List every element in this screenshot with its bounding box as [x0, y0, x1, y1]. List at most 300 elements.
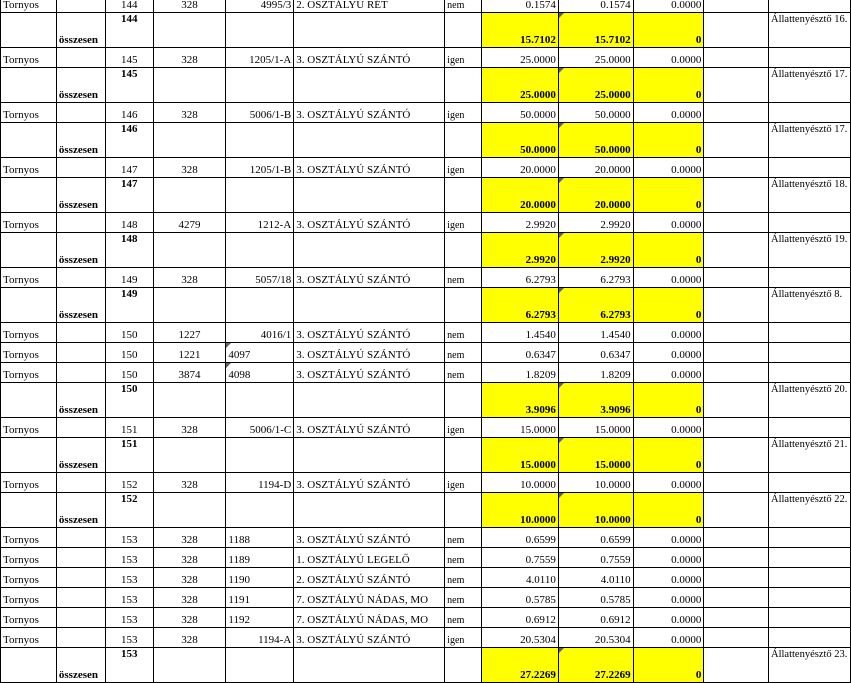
difference-cell[interactable]	[633, 608, 704, 628]
empty-cell[interactable]	[1, 493, 57, 528]
difference-cell[interactable]	[633, 363, 704, 383]
land-class-cell[interactable]	[294, 213, 445, 233]
total-area-cell-2[interactable]	[558, 68, 633, 103]
lot-number-cell[interactable]	[226, 103, 294, 123]
empty-cell[interactable]	[56, 588, 105, 608]
note-cell[interactable]	[769, 473, 851, 493]
flag-cell[interactable]	[445, 548, 482, 568]
area-cell[interactable]	[482, 568, 559, 588]
area-cell[interactable]	[482, 363, 559, 383]
note-cell[interactable]	[769, 568, 851, 588]
difference-cell[interactable]	[633, 528, 704, 548]
parcel-number-cell[interactable]	[105, 528, 153, 548]
empty-cell[interactable]	[704, 473, 769, 493]
area-cell[interactable]	[482, 608, 559, 628]
code-cell[interactable]	[153, 528, 226, 548]
breeder-note-cell[interactable]	[769, 648, 851, 683]
empty-cell[interactable]	[704, 288, 769, 323]
parcel-number-cell[interactable]	[105, 158, 153, 178]
empty-cell[interactable]	[226, 288, 294, 323]
difference-cell[interactable]	[633, 323, 704, 343]
flag-cell[interactable]	[445, 528, 482, 548]
breeder-note-cell[interactable]	[769, 493, 851, 528]
empty-cell[interactable]	[704, 363, 769, 383]
total-parcel-cell[interactable]	[105, 233, 153, 268]
code-cell[interactable]	[153, 473, 226, 493]
flag-cell[interactable]	[445, 0, 482, 13]
total-parcel-cell[interactable]	[105, 648, 153, 683]
total-parcel-cell[interactable]	[105, 288, 153, 323]
settlement-cell[interactable]	[1, 103, 57, 123]
parcel-number-cell[interactable]	[105, 213, 153, 233]
land-class-cell[interactable]	[294, 588, 445, 608]
total-area-cell[interactable]	[482, 648, 559, 683]
land-class-cell[interactable]	[294, 363, 445, 383]
flag-cell[interactable]	[445, 158, 482, 178]
empty-cell[interactable]	[294, 178, 445, 213]
breeder-note-cell[interactable]	[769, 68, 851, 103]
total-area-cell[interactable]	[482, 123, 559, 158]
total-parcel-cell[interactable]	[105, 178, 153, 213]
settlement-cell[interactable]	[1, 528, 57, 548]
empty-cell[interactable]	[1, 123, 57, 158]
total-difference-cell[interactable]	[633, 288, 704, 323]
empty-cell[interactable]	[445, 383, 482, 418]
empty-cell[interactable]	[704, 608, 769, 628]
parcel-number-cell[interactable]	[105, 323, 153, 343]
total-area-cell[interactable]	[482, 383, 559, 418]
total-difference-cell[interactable]	[633, 68, 704, 103]
difference-cell[interactable]	[633, 418, 704, 438]
land-class-cell[interactable]	[294, 628, 445, 648]
area-cell[interactable]	[482, 213, 559, 233]
land-class-cell[interactable]	[294, 568, 445, 588]
difference-cell[interactable]	[633, 268, 704, 288]
land-class-cell[interactable]	[294, 323, 445, 343]
empty-cell[interactable]	[704, 588, 769, 608]
total-parcel-cell[interactable]	[105, 68, 153, 103]
empty-cell[interactable]	[56, 268, 105, 288]
empty-cell[interactable]	[704, 233, 769, 268]
code-cell[interactable]	[153, 103, 226, 123]
note-cell[interactable]	[769, 363, 851, 383]
total-label-cell[interactable]	[56, 648, 105, 683]
settlement-cell[interactable]	[1, 588, 57, 608]
note-cell[interactable]	[769, 628, 851, 648]
parcel-number-cell[interactable]	[105, 473, 153, 493]
code-cell[interactable]	[153, 213, 226, 233]
parcel-number-cell[interactable]	[105, 628, 153, 648]
empty-cell[interactable]	[1, 233, 57, 268]
lot-number-cell[interactable]	[226, 363, 294, 383]
settlement-cell[interactable]	[1, 568, 57, 588]
settlement-cell[interactable]	[1, 0, 57, 13]
parcel-number-cell[interactable]	[105, 548, 153, 568]
empty-cell[interactable]	[56, 48, 105, 68]
empty-cell[interactable]	[704, 178, 769, 213]
empty-cell[interactable]	[704, 528, 769, 548]
lot-number-cell[interactable]	[226, 268, 294, 288]
parcel-number-cell[interactable]	[105, 103, 153, 123]
total-label-cell[interactable]	[56, 493, 105, 528]
flag-cell[interactable]	[445, 323, 482, 343]
land-class-cell[interactable]	[294, 343, 445, 363]
empty-cell[interactable]	[294, 233, 445, 268]
empty-cell[interactable]	[704, 343, 769, 363]
empty-cell[interactable]	[1, 288, 57, 323]
settlement-cell[interactable]	[1, 363, 57, 383]
difference-cell[interactable]	[633, 588, 704, 608]
settlement-cell[interactable]	[1, 418, 57, 438]
empty-cell[interactable]	[445, 123, 482, 158]
total-difference-cell[interactable]	[633, 178, 704, 213]
breeder-note-cell[interactable]	[769, 438, 851, 473]
area-cell[interactable]	[482, 103, 559, 123]
empty-cell[interactable]	[445, 68, 482, 103]
difference-cell[interactable]	[633, 343, 704, 363]
total-area-cell-2[interactable]	[558, 383, 633, 418]
note-cell[interactable]	[769, 48, 851, 68]
note-cell[interactable]	[769, 608, 851, 628]
flag-cell[interactable]	[445, 628, 482, 648]
empty-cell[interactable]	[1, 438, 57, 473]
area-cell-2[interactable]	[558, 528, 633, 548]
empty-cell[interactable]	[704, 493, 769, 528]
empty-cell[interactable]	[445, 178, 482, 213]
area-cell[interactable]	[482, 548, 559, 568]
difference-cell[interactable]	[633, 213, 704, 233]
lot-number-cell[interactable]	[226, 473, 294, 493]
area-cell-2[interactable]	[558, 568, 633, 588]
total-difference-cell[interactable]	[633, 123, 704, 158]
settlement-cell[interactable]	[1, 158, 57, 178]
area-cell-2[interactable]	[558, 608, 633, 628]
empty-cell[interactable]	[704, 123, 769, 158]
breeder-note-cell[interactable]	[769, 233, 851, 268]
empty-cell[interactable]	[153, 493, 226, 528]
land-class-cell[interactable]	[294, 608, 445, 628]
total-area-cell[interactable]	[482, 288, 559, 323]
code-cell[interactable]	[153, 158, 226, 178]
code-cell[interactable]	[153, 48, 226, 68]
area-cell-2[interactable]	[558, 343, 633, 363]
lot-number-cell[interactable]	[226, 608, 294, 628]
empty-cell[interactable]	[294, 438, 445, 473]
empty-cell[interactable]	[445, 438, 482, 473]
total-area-cell[interactable]	[482, 68, 559, 103]
breeder-note-cell[interactable]	[769, 13, 851, 48]
empty-cell[interactable]	[445, 288, 482, 323]
code-cell[interactable]	[153, 548, 226, 568]
land-class-cell[interactable]	[294, 268, 445, 288]
note-cell[interactable]	[769, 418, 851, 438]
area-cell[interactable]	[482, 0, 559, 13]
total-difference-cell[interactable]	[633, 648, 704, 683]
empty-cell[interactable]	[56, 528, 105, 548]
area-cell-2[interactable]	[558, 628, 633, 648]
empty-cell[interactable]	[445, 648, 482, 683]
empty-cell[interactable]	[294, 123, 445, 158]
total-parcel-cell[interactable]	[105, 123, 153, 158]
area-cell-2[interactable]	[558, 48, 633, 68]
parcel-number-cell[interactable]	[105, 0, 153, 13]
empty-cell[interactable]	[294, 648, 445, 683]
empty-cell[interactable]	[294, 493, 445, 528]
lot-number-cell[interactable]	[226, 0, 294, 13]
empty-cell[interactable]	[704, 0, 769, 13]
parcel-number-cell[interactable]	[105, 268, 153, 288]
empty-cell[interactable]	[704, 438, 769, 473]
difference-cell[interactable]	[633, 158, 704, 178]
settlement-cell[interactable]	[1, 213, 57, 233]
empty-cell[interactable]	[56, 343, 105, 363]
total-area-cell-2[interactable]	[558, 178, 633, 213]
empty-cell[interactable]	[294, 383, 445, 418]
flag-cell[interactable]	[445, 608, 482, 628]
total-label-cell[interactable]	[56, 68, 105, 103]
empty-cell[interactable]	[153, 438, 226, 473]
empty-cell[interactable]	[1, 383, 57, 418]
empty-cell[interactable]	[226, 68, 294, 103]
lot-number-cell[interactable]	[226, 548, 294, 568]
land-class-cell[interactable]	[294, 548, 445, 568]
area-cell-2[interactable]	[558, 548, 633, 568]
area-cell[interactable]	[482, 628, 559, 648]
empty-cell[interactable]	[56, 568, 105, 588]
empty-cell[interactable]	[153, 13, 226, 48]
empty-cell[interactable]	[294, 13, 445, 48]
land-class-cell[interactable]	[294, 528, 445, 548]
empty-cell[interactable]	[226, 493, 294, 528]
empty-cell[interactable]	[704, 648, 769, 683]
note-cell[interactable]	[769, 213, 851, 233]
total-label-cell[interactable]	[56, 178, 105, 213]
lot-number-cell[interactable]	[226, 323, 294, 343]
lot-number-cell[interactable]	[226, 628, 294, 648]
total-difference-cell[interactable]	[633, 493, 704, 528]
empty-cell[interactable]	[226, 383, 294, 418]
empty-cell[interactable]	[56, 628, 105, 648]
total-area-cell[interactable]	[482, 178, 559, 213]
land-class-cell[interactable]	[294, 158, 445, 178]
empty-cell[interactable]	[56, 473, 105, 493]
note-cell[interactable]	[769, 103, 851, 123]
area-cell-2[interactable]	[558, 323, 633, 343]
flag-cell[interactable]	[445, 213, 482, 233]
area-cell[interactable]	[482, 528, 559, 548]
empty-cell[interactable]	[1, 648, 57, 683]
parcel-number-cell[interactable]	[105, 568, 153, 588]
area-cell-2[interactable]	[558, 103, 633, 123]
settlement-cell[interactable]	[1, 48, 57, 68]
empty-cell[interactable]	[445, 493, 482, 528]
empty-cell[interactable]	[226, 123, 294, 158]
note-cell[interactable]	[769, 158, 851, 178]
total-parcel-cell[interactable]	[105, 383, 153, 418]
empty-cell[interactable]	[445, 233, 482, 268]
empty-cell[interactable]	[56, 158, 105, 178]
area-cell-2[interactable]	[558, 158, 633, 178]
empty-cell[interactable]	[1, 68, 57, 103]
area-cell[interactable]	[482, 473, 559, 493]
total-label-cell[interactable]	[56, 233, 105, 268]
empty-cell[interactable]	[704, 268, 769, 288]
code-cell[interactable]	[153, 628, 226, 648]
flag-cell[interactable]	[445, 268, 482, 288]
code-cell[interactable]	[153, 363, 226, 383]
lot-number-cell[interactable]	[226, 418, 294, 438]
area-cell-2[interactable]	[558, 418, 633, 438]
area-cell[interactable]	[482, 343, 559, 363]
empty-cell[interactable]	[704, 323, 769, 343]
empty-cell[interactable]	[56, 363, 105, 383]
empty-cell[interactable]	[704, 548, 769, 568]
code-cell[interactable]	[153, 608, 226, 628]
parcel-number-cell[interactable]	[105, 608, 153, 628]
settlement-cell[interactable]	[1, 343, 57, 363]
empty-cell[interactable]	[56, 418, 105, 438]
parcel-number-cell[interactable]	[105, 418, 153, 438]
flag-cell[interactable]	[445, 48, 482, 68]
difference-cell[interactable]	[633, 473, 704, 493]
land-class-cell[interactable]	[294, 103, 445, 123]
empty-cell[interactable]	[153, 123, 226, 158]
land-class-cell[interactable]	[294, 473, 445, 493]
note-cell[interactable]	[769, 343, 851, 363]
lot-number-cell[interactable]	[226, 588, 294, 608]
empty-cell[interactable]	[226, 233, 294, 268]
total-difference-cell[interactable]	[633, 438, 704, 473]
difference-cell[interactable]	[633, 0, 704, 13]
breeder-note-cell[interactable]	[769, 178, 851, 213]
empty-cell[interactable]	[704, 13, 769, 48]
parcel-number-cell[interactable]	[105, 588, 153, 608]
area-cell-2[interactable]	[558, 213, 633, 233]
code-cell[interactable]	[153, 0, 226, 13]
code-cell[interactable]	[153, 343, 226, 363]
total-area-cell[interactable]	[482, 493, 559, 528]
parcel-number-cell[interactable]	[105, 343, 153, 363]
area-cell[interactable]	[482, 48, 559, 68]
flag-cell[interactable]	[445, 343, 482, 363]
lot-number-cell[interactable]	[226, 158, 294, 178]
total-area-cell-2[interactable]	[558, 288, 633, 323]
area-cell-2[interactable]	[558, 473, 633, 493]
total-area-cell-2[interactable]	[558, 233, 633, 268]
difference-cell[interactable]	[633, 48, 704, 68]
breeder-note-cell[interactable]	[769, 123, 851, 158]
flag-cell[interactable]	[445, 418, 482, 438]
empty-cell[interactable]	[294, 288, 445, 323]
difference-cell[interactable]	[633, 103, 704, 123]
code-cell[interactable]	[153, 588, 226, 608]
empty-cell[interactable]	[153, 233, 226, 268]
flag-cell[interactable]	[445, 103, 482, 123]
note-cell[interactable]	[769, 528, 851, 548]
note-cell[interactable]	[769, 588, 851, 608]
empty-cell[interactable]	[56, 323, 105, 343]
total-label-cell[interactable]	[56, 123, 105, 158]
code-cell[interactable]	[153, 268, 226, 288]
empty-cell[interactable]	[56, 548, 105, 568]
total-area-cell-2[interactable]	[558, 13, 633, 48]
total-label-cell[interactable]	[56, 438, 105, 473]
area-cell-2[interactable]	[558, 0, 633, 13]
difference-cell[interactable]	[633, 628, 704, 648]
empty-cell[interactable]	[226, 13, 294, 48]
difference-cell[interactable]	[633, 548, 704, 568]
total-area-cell[interactable]	[482, 438, 559, 473]
flag-cell[interactable]	[445, 588, 482, 608]
difference-cell[interactable]	[633, 568, 704, 588]
empty-cell[interactable]	[226, 178, 294, 213]
empty-cell[interactable]	[56, 0, 105, 13]
code-cell[interactable]	[153, 568, 226, 588]
settlement-cell[interactable]	[1, 548, 57, 568]
code-cell[interactable]	[153, 418, 226, 438]
settlement-cell[interactable]	[1, 628, 57, 648]
total-area-cell-2[interactable]	[558, 438, 633, 473]
note-cell[interactable]	[769, 548, 851, 568]
empty-cell[interactable]	[153, 68, 226, 103]
flag-cell[interactable]	[445, 363, 482, 383]
empty-cell[interactable]	[153, 648, 226, 683]
total-difference-cell[interactable]	[633, 233, 704, 268]
area-cell-2[interactable]	[558, 268, 633, 288]
empty-cell[interactable]	[56, 103, 105, 123]
total-area-cell-2[interactable]	[558, 493, 633, 528]
empty-cell[interactable]	[704, 418, 769, 438]
empty-cell[interactable]	[1, 13, 57, 48]
empty-cell[interactable]	[704, 383, 769, 418]
empty-cell[interactable]	[704, 628, 769, 648]
area-cell[interactable]	[482, 418, 559, 438]
total-label-cell[interactable]	[56, 288, 105, 323]
empty-cell[interactable]	[704, 213, 769, 233]
lot-number-cell[interactable]	[226, 528, 294, 548]
lot-number-cell[interactable]	[226, 213, 294, 233]
total-area-cell-2[interactable]	[558, 123, 633, 158]
parcel-number-cell[interactable]	[105, 363, 153, 383]
flag-cell[interactable]	[445, 568, 482, 588]
empty-cell[interactable]	[1, 178, 57, 213]
empty-cell[interactable]	[153, 383, 226, 418]
total-label-cell[interactable]	[56, 383, 105, 418]
empty-cell[interactable]	[153, 288, 226, 323]
total-label-cell[interactable]	[56, 13, 105, 48]
land-class-cell[interactable]	[294, 418, 445, 438]
note-cell[interactable]	[769, 323, 851, 343]
empty-cell[interactable]	[445, 13, 482, 48]
breeder-note-cell[interactable]	[769, 288, 851, 323]
empty-cell[interactable]	[294, 68, 445, 103]
settlement-cell[interactable]	[1, 608, 57, 628]
settlement-cell[interactable]	[1, 473, 57, 493]
empty-cell[interactable]	[704, 48, 769, 68]
total-area-cell[interactable]	[482, 233, 559, 268]
land-class-cell[interactable]	[294, 0, 445, 13]
parcel-number-cell[interactable]	[105, 48, 153, 68]
empty-cell[interactable]	[226, 438, 294, 473]
note-cell[interactable]	[769, 0, 851, 13]
empty-cell[interactable]	[704, 158, 769, 178]
area-cell[interactable]	[482, 323, 559, 343]
empty-cell[interactable]	[704, 103, 769, 123]
area-cell[interactable]	[482, 268, 559, 288]
total-area-cell-2[interactable]	[558, 648, 633, 683]
settlement-cell[interactable]	[1, 268, 57, 288]
code-cell[interactable]	[153, 323, 226, 343]
